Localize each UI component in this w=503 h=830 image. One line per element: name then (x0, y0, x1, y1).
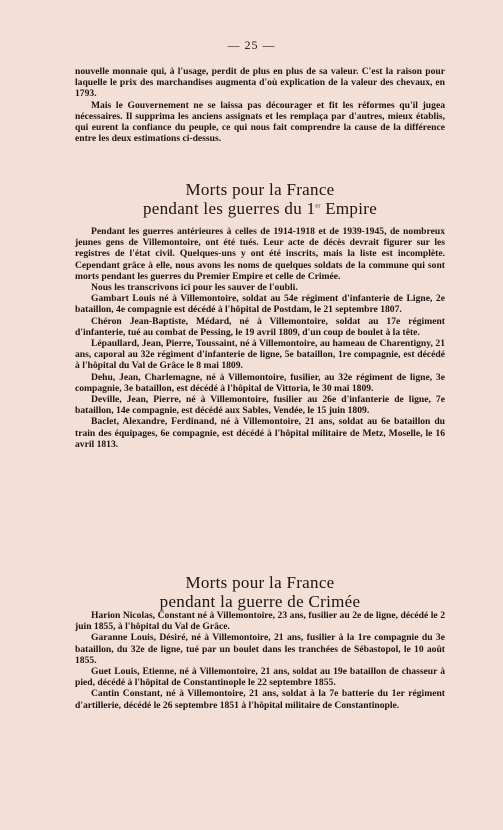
paragraph: Lépaullard, Jean, Pierre, Toussaint, né à Villemontoire, au hameau de Charentigny, 21 ans, caporal au 32e régiment d'infanterie de ligne, 5e bataillon, 1re compagnie, est décédé à l'hôpital du Val de Grâce le 8 mai 1809. (75, 338, 445, 372)
section-heading-empire (75, 180, 445, 218)
section-body-crimee (75, 610, 445, 711)
heading-line: Morts pour la France (185, 573, 335, 592)
paragraph: Nous les transcrivons ici pour les sauver de l'oubli. (91, 282, 298, 294)
section-body-empire (75, 226, 445, 450)
intro-paragraph: Mais le Gouvernement ne se laissa pas décourager et fit les réformes qu'il jugea nécessaires. Il supprima les anciens assignats et les remplaça par d'autres, mieux établis, qui eurent la confiance du peuple, ce qui nous fait comprendre la cause de la différence entre les deux estimations ci-dessus. (75, 99, 445, 145)
paragraph: Gambart Louis né à Villemontoire, soldat au 54e régiment d'infanterie de Ligne, 2e bataillon, 4e compagnie est décédé à l'hôpital de Postdam, le 21 septembre 1807. (75, 293, 445, 316)
paragraph: Deville, Jean, Pierre, né à Villemontoire, fusilier au 26e d'infanterie de ligne, 7e bataillon, 14e compagnie, est décédé aux Sables, Vendée, le 15 juin 1809. (75, 394, 445, 417)
paragraph: Cantin Constant, né à Villemontoire, 21 ans, soldat à la 7e batterie du 1er régiment d'artillerie, décédé le 26 septembre 1851 à l'hôpital militaire de Constantinople. (75, 688, 445, 711)
paragraph: Chéron Jean-Baptiste, Médard, né à Villemontoire, soldat au 17e régiment d'infanterie, tué au combat de Pessing, le 19 avril 1809, d'un coup de boulet à la tête. (75, 315, 445, 338)
paragraph: Guet Louis, Etienne, né à Villemontoire, 21 ans, soldat au 19e bataillon de chasseur à pied, décédé à l'hôpital de Constantinople le 22 septembre 1855. (75, 666, 445, 689)
paragraph: Harion Nicolas, Constant né à Villemontoire, 23 ans, fusilier au 2e de ligne, décédé le 2 juin 1855, à l'hôpital du Val de Grâce. (75, 610, 445, 633)
paragraph: Dehu, Jean, Charlemagne, né à Villemontoire, fusilier, au 32e régiment de ligne, 3e compagnie, 3e bataillon, est décédé à l'hôpital de Vittoria, le 30 mai 1809. (75, 371, 445, 394)
page-number: — 25 — (227, 38, 276, 52)
section-heading-crimee (75, 573, 445, 611)
paragraph: Pendant les guerres antérieures à celles de 1914-1918 et de 1939-1945, de nombreux jeunes gens de Villemontoire, ont été tués. Leur acte de décès devrait figurer sur les registres de l'état civil. Quelques-uns y ont été inscrits, mais la liste est incomplète. Cependant grâce à elle, nous avons les noms de quelques soldats de la commune qui sont morts pendant les guerres du Premier Empire et celle de Crimée. (75, 226, 445, 282)
heading-line: Morts pour la France (185, 180, 335, 199)
intro-text (75, 66, 445, 144)
intro-paragraph: nouvelle monnaie qui, à l'usage, perdit de plus en plus de sa valeur. C'est la raison pour laquelle le prix des marchandises augmenta d'où explication de la valeur des chevaux, en 1793. (75, 66, 445, 100)
heading-line: pendant les guerres du 1er Empire (142, 199, 378, 218)
paragraph: Garanne Louis, Désiré, né à Villemontoire, 21 ans, fusilier à la 1re compagnie du 3e bataillon, du 32e de ligne, tué par un boulet dans les tranchées de Sébastopol, le 10 août 1855. (75, 632, 445, 666)
paragraph: Baclet, Alexandre, Ferdinand, né à Villemontoire, 21 ans, soldat au 6e bataillon du train des équipages, 6e compagnie, est décédé à l'hôpital militaire de Metz, Moselle, le 16 avril 1813. (75, 416, 445, 450)
heading-line: pendant la guerre de Crimée (159, 592, 361, 611)
